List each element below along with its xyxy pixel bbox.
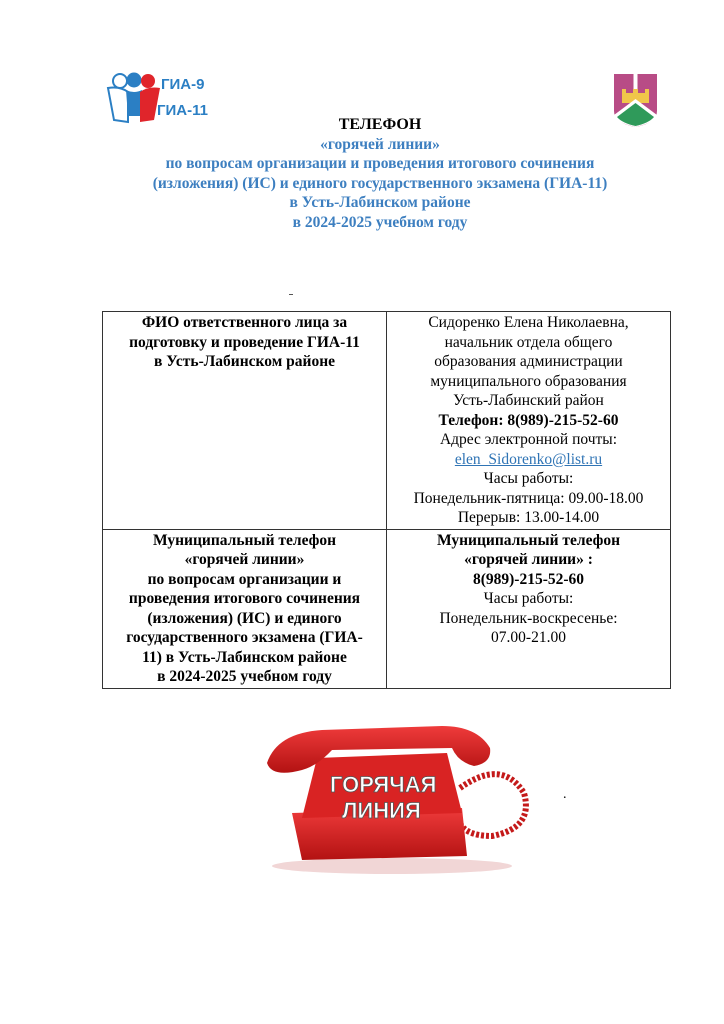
cell-line: «горячей линии»: [184, 551, 305, 568]
hotline-label-cell: [103, 529, 387, 688]
trailing-dot: .: [563, 787, 567, 802]
heading-line: (изложения) (ИС) и единого государственного экзамена (ГИА-11): [152, 174, 608, 192]
person-position: начальник отдела общего: [444, 333, 613, 351]
hotline-info-cell: [387, 529, 671, 688]
hotline-phone-image: [262, 718, 562, 878]
cell-line: в Усть-Лабинском районе: [153, 353, 336, 370]
work-hours: Понедельник-пятница: 09.00-18.00: [413, 489, 644, 507]
person-phone: Телефон: 8(989)-215-52-60: [438, 411, 619, 429]
work-days: Понедельник-воскресенье:: [439, 609, 618, 627]
document-heading: [110, 115, 650, 232]
break-hours: Перерыв: 13.00-14.00: [457, 509, 600, 526]
contact-table: [102, 311, 671, 689]
cell-line: ФИО ответственного лица за: [141, 314, 348, 331]
hotline-title: Муниципальный телефон: [436, 531, 621, 549]
heading-line: по вопросам организации и проведения итогового сочинения: [165, 155, 595, 172]
hours-label: Часы работы:: [483, 470, 574, 487]
cell-line: в 2024-2025 учебном году: [157, 668, 332, 685]
heading-line: в 2024-2025 учебном году: [292, 213, 468, 231]
red-telephone-icon: [262, 718, 562, 878]
email-link[interactable]: elen_Sidorenko@list.ru: [454, 450, 603, 468]
person-position: муниципального образования: [430, 372, 627, 390]
cell-line: по вопросам организации и: [147, 570, 342, 588]
cell-line: Муниципальный телефон: [152, 531, 337, 549]
hotline-title: «горячей линии» :: [464, 551, 593, 568]
hotline-caption-line1: ГОРЯЧАЯ: [330, 772, 437, 797]
person-position: Усть-Лабинский район: [453, 392, 604, 409]
hours-label: Часы работы:: [483, 590, 574, 607]
cell-line: государственного экзамена (ГИА-: [126, 629, 363, 646]
table-row: [103, 529, 671, 688]
cell-line: проведения итогового сочинения: [128, 590, 361, 607]
hotline-caption-line2: ЛИНИЯ: [342, 798, 421, 823]
email-label: Адрес электронной почты:: [439, 431, 618, 448]
heading-title: ТЕЛЕФОН: [338, 116, 422, 133]
cell-line: (изложения) (ИС) и единого: [147, 609, 342, 627]
heading-line: «горячей линии»: [320, 135, 440, 153]
work-hours: 07.00-21.00: [491, 629, 566, 646]
responsible-person-label-cell: [103, 312, 387, 530]
stray-mark: [289, 294, 293, 295]
gia9-label: ГИА-9: [161, 76, 205, 93]
person-position: образования администрации: [434, 353, 623, 370]
heading-line: в Усть-Лабинском районе: [289, 194, 471, 211]
hotline-phone: 8(989)-215-52-60: [472, 570, 585, 588]
responsible-person-info-cell: [387, 312, 671, 530]
gia11-label: ГИА-11: [157, 102, 208, 119]
cell-line: 11) в Усть-Лабинском районе: [142, 648, 347, 666]
table-row: [103, 312, 671, 530]
cell-line: подготовку и проведение ГИА-11: [129, 333, 360, 351]
person-name: Сидоренко Елена Николаевна,: [428, 314, 629, 331]
